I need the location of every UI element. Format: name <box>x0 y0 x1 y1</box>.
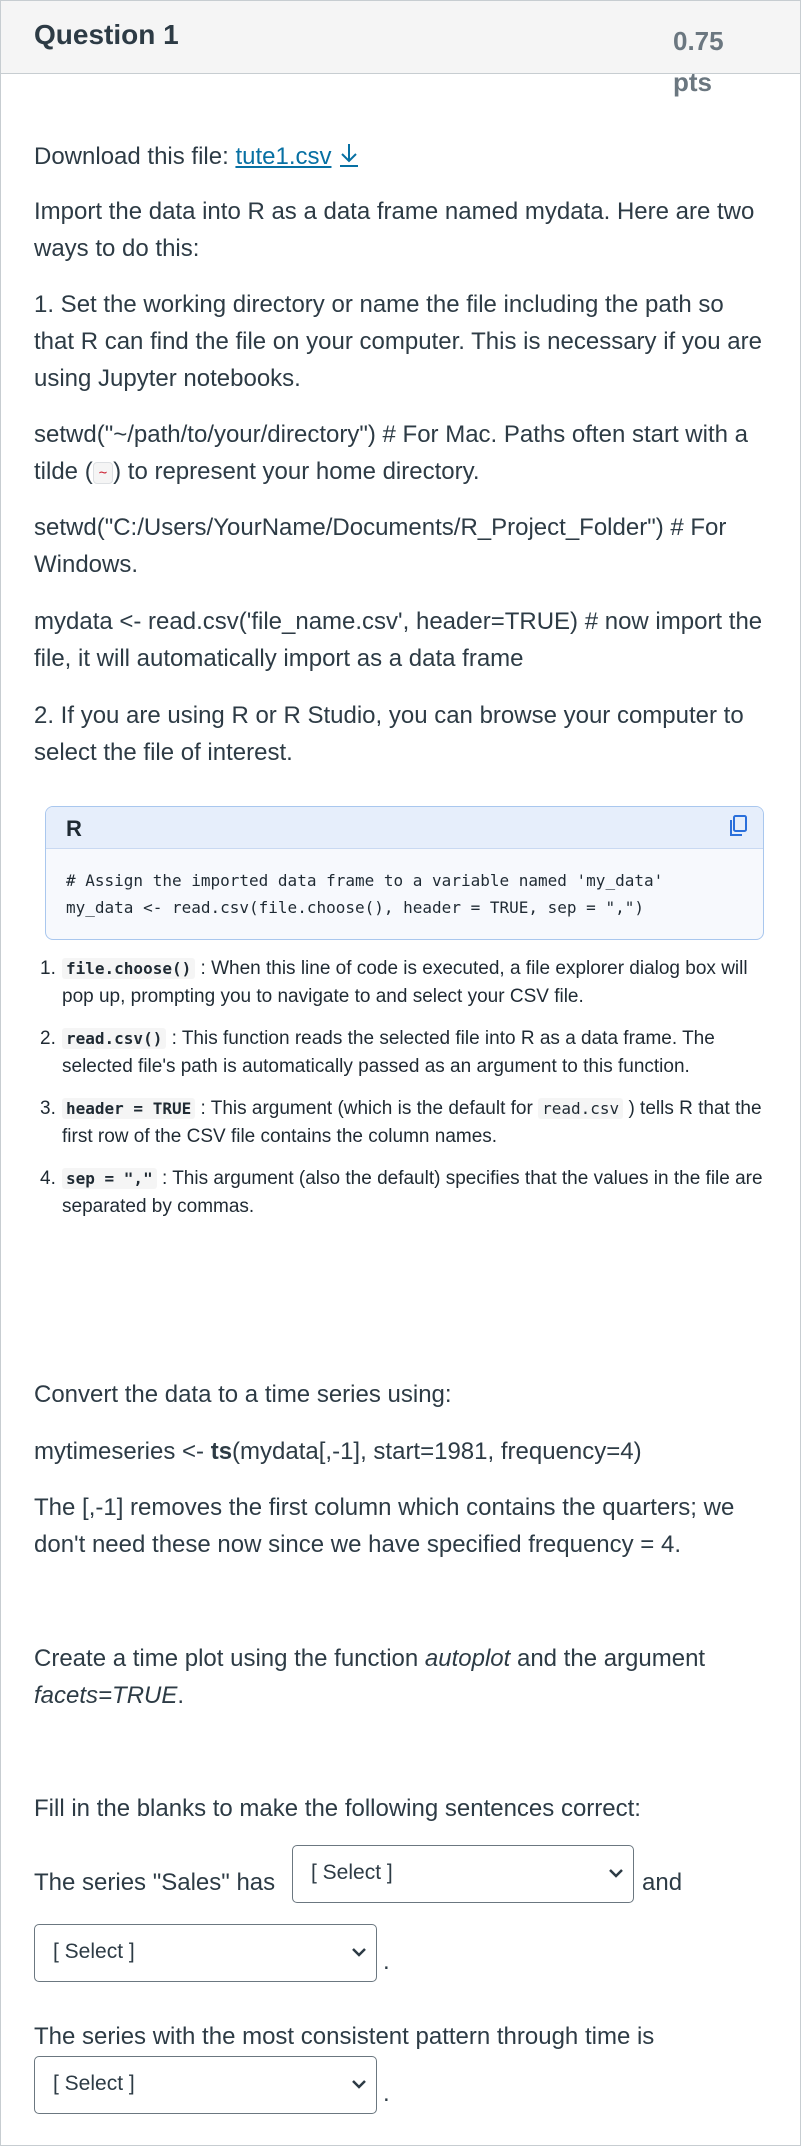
copy-icon[interactable] <box>727 814 751 840</box>
ts-note: The [,-1] removes the first column which contains the quarters; we don't need these now since we have specified frequency = 4. <box>34 1494 735 1558</box>
code-language: R <box>66 816 82 841</box>
sentence1-before: The series "Sales" has <box>34 1869 276 1896</box>
code-content <box>46 849 763 939</box>
list-text: : This function reads the selected file into R as a data frame. The selected file's path is automatically passed as an argument to this function. <box>62 1028 715 1077</box>
list-text: : This argument (which is the default for <box>195 1098 539 1119</box>
chevron-down-icon <box>608 1866 624 1884</box>
consistent-series-select[interactable] <box>34 2056 377 2114</box>
select-value: [ Select ] <box>311 1861 393 1884</box>
list-item <box>34 1165 764 1221</box>
list-item <box>34 1095 764 1151</box>
convert-text: Convert the data to a time series using: <box>34 1381 452 1408</box>
setwd-mac-before: setwd("~/path/to/your/directory") # For Mac. Paths often start with a tilde ( <box>34 421 748 485</box>
intro-text: Import the data into R as a data frame named mydata. Here are two ways to do this: <box>34 198 755 262</box>
list-item <box>34 1025 764 1081</box>
fill-blanks-text: Fill in the blanks to make the following sentences correct: <box>34 1795 641 1822</box>
list-text: : When this line of code is executed, a file explorer dialog box will pop up, prompting you to navigate to and select your CSV file. <box>62 958 748 1007</box>
select-value: [ Select ] <box>53 2072 135 2095</box>
step2-text: 2. If you are using R or R Studio, you can browse your computer to select the file of interest. <box>34 702 744 766</box>
chevron-down-icon <box>351 2077 367 2095</box>
tilde-code: ~ <box>93 462 113 484</box>
list-number: 3. <box>40 1098 56 1119</box>
setwd-mac-after: ) to represent your home directory. <box>113 458 480 485</box>
ts-function: ts <box>210 1438 233 1465</box>
code-line-1: # Assign the imported data frame to a variable named 'my_data' <box>66 871 664 890</box>
autoplot-arg: facets=TRUE <box>34 1682 178 1709</box>
code-inline: sep = "," <box>62 1168 157 1189</box>
code-block <box>45 806 764 940</box>
autoplot-text <box>34 1640 764 1714</box>
explanation-list <box>34 955 764 1235</box>
question-title: Question 1 <box>34 19 179 50</box>
autoplot-function: autoplot <box>424 1645 511 1672</box>
ts-line <box>34 1433 642 1470</box>
code-inline: read.csv() <box>62 1028 166 1049</box>
download-line <box>34 138 361 179</box>
list-text: : This argument (also the default) specifies that the values in the file are separated by commas. <box>62 1168 763 1217</box>
readcsv-text: mydata <- read.csv('file_name.csv', header=TRUE) # now import the file, it will automatically import as a data frame <box>34 608 763 672</box>
download-icon[interactable] <box>337 142 361 179</box>
code-inline: file.choose() <box>62 958 195 979</box>
ts-after: (mydata[,-1], start=1981, frequency=4) <box>232 1438 642 1465</box>
sales-select-2[interactable] <box>34 1924 377 1982</box>
code-inline: header = TRUE <box>62 1098 195 1119</box>
list-text: ) tells R that the first row of the CSV file contains the column names. <box>62 1098 762 1147</box>
autoplot-after: . <box>177 1682 185 1709</box>
sentence2-text: The series with the most consistent pattern through time is <box>34 2023 655 2050</box>
sales-select-1[interactable] <box>292 1845 634 1903</box>
list-number: 1. <box>40 958 56 979</box>
code-line-2: my_data <- read.csv(file.choose(), header = TRUE, sep = ",") <box>66 898 644 917</box>
autoplot-before: Create a time plot using the function <box>34 1645 425 1672</box>
sentence1-end: . <box>383 1948 390 1975</box>
question-header <box>1 1 800 97</box>
setwd-mac-text <box>34 416 764 490</box>
file-link[interactable]: tute1.csv <box>235 143 332 170</box>
chevron-down-icon <box>351 1945 367 1963</box>
list-number: 4. <box>40 1168 56 1189</box>
select-value: [ Select ] <box>53 1940 135 1963</box>
list-number: 2. <box>40 1028 56 1049</box>
question-points: 0.75 pts <box>673 26 724 97</box>
ts-before: mytimeseries <- <box>34 1438 211 1465</box>
sentence1-and: and <box>642 1869 683 1896</box>
autoplot-mid: and the argument <box>510 1645 706 1672</box>
setwd-win-text: setwd("C:/Users/YourName/Documents/R_Project_Folder") # For Windows. <box>34 514 727 578</box>
download-prefix: Download this file: <box>34 143 236 170</box>
step1-text: 1. Set the working directory or name the file including the path so that R can find the file on your computer. This is necessary if you are using Jupyter notebooks. <box>34 291 762 392</box>
code-header <box>46 807 763 849</box>
code-inline: read.csv <box>538 1098 623 1119</box>
list-item <box>34 955 764 1011</box>
sentence2-end: . <box>383 2080 390 2107</box>
